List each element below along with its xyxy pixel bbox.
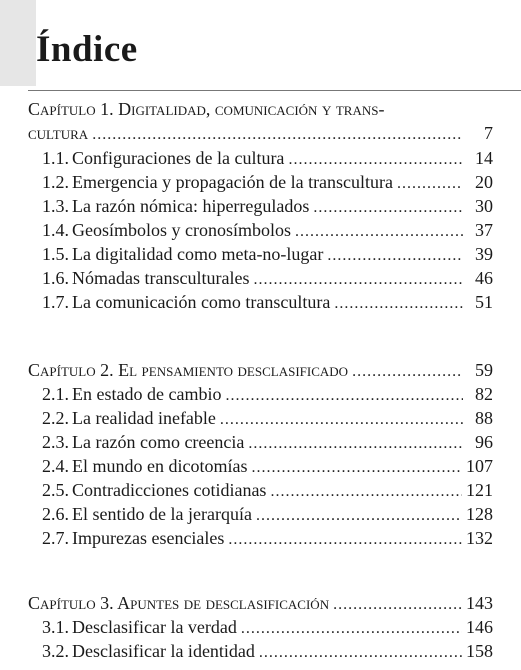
toc-entry-3-2 <box>42 639 493 663</box>
entry-number: 1.4. <box>42 220 69 240</box>
dot-leader <box>241 617 462 641</box>
toc-entry-2-4 <box>42 454 493 478</box>
toc-entry-2-2 <box>42 406 493 430</box>
toc-entry-3-1 <box>42 615 493 639</box>
entry-page: 146 <box>466 617 493 637</box>
entry-number: 1.2. <box>42 172 69 192</box>
chapter-2-page: 59 <box>475 360 493 380</box>
dot-leader <box>352 360 463 384</box>
entry-number: 2.6. <box>42 504 69 524</box>
entry-page: 14 <box>475 148 493 168</box>
entry-title: Desclasificar la verdad <box>72 617 237 637</box>
chapter-1-heading-continuation: cultura <box>28 123 89 143</box>
dot-leader <box>248 432 463 456</box>
entry-number: 2.4. <box>42 456 69 476</box>
toc-entry-1-6 <box>42 266 493 290</box>
entry-page: 37 <box>475 220 493 240</box>
chapter-1-page: 7 <box>484 123 493 143</box>
chapter-2-heading <box>28 358 493 382</box>
entry-page: 51 <box>475 292 493 312</box>
dot-leader <box>251 456 462 480</box>
entry-title: La razón nómica: hiperregulados <box>72 196 310 216</box>
toc-entry-1-5 <box>42 242 493 266</box>
entry-number: 1.6. <box>42 268 69 288</box>
dot-leader <box>220 408 463 432</box>
entry-number: 2.7. <box>42 528 69 548</box>
entry-title: Configuraciones de la cultura <box>72 148 285 168</box>
toc-entry-1-7 <box>42 290 493 314</box>
chapter-2-title: Capítulo 2. El pensamiento desclasificado <box>28 360 349 380</box>
entry-title: Emergencia y propagación de la transcultura <box>72 172 394 192</box>
dot-leader <box>225 384 463 408</box>
dot-leader <box>334 292 463 316</box>
toc-entry-2-1 <box>42 382 493 406</box>
entry-title: Geosímbolos y cronosímbolos <box>72 220 291 240</box>
entry-title: La comunicación como transcultura <box>72 292 331 312</box>
dot-leader <box>253 268 463 292</box>
entry-number: 2.1. <box>42 384 69 404</box>
entry-page: 30 <box>475 196 493 216</box>
entry-title: El sentido de la jerarquía <box>72 504 252 524</box>
entry-number: 2.5. <box>42 480 69 500</box>
dot-leader <box>228 528 462 552</box>
entry-title: Contradicciones cotidianas <box>72 480 267 500</box>
dot-leader <box>259 641 462 665</box>
entry-number: 1.7. <box>42 292 69 312</box>
chapter-3-page: 143 <box>466 593 493 613</box>
dot-leader <box>288 148 463 172</box>
toc-entry-1-4 <box>42 218 493 242</box>
dot-leader <box>313 196 463 220</box>
entry-number: 2.3. <box>42 432 69 452</box>
dot-leader <box>92 123 463 147</box>
dot-leader <box>333 593 462 617</box>
page-title: Índice <box>36 29 138 70</box>
entry-page: 107 <box>466 456 493 476</box>
chapter-3-heading <box>28 591 493 615</box>
entry-page: 88 <box>475 408 493 428</box>
entry-page: 96 <box>475 432 493 452</box>
toc-entry-2-7 <box>42 526 493 550</box>
toc-entry-1-3 <box>42 194 493 218</box>
entry-title: Nómadas transculturales <box>72 268 250 288</box>
entry-title: La realidad inefable <box>72 408 216 428</box>
chapter-1-heading-line2 <box>28 121 493 145</box>
entry-title: La razón como creencia <box>72 432 245 452</box>
chapter-1-heading-line1: Capítulo 1. Digitalidad, comunicación y trans- <box>28 99 385 119</box>
toc-entry-2-6 <box>42 502 493 526</box>
entry-page: 20 <box>475 172 493 192</box>
chapter-3-title: Capítulo 3. Apuntes de desclasificación <box>28 593 330 613</box>
dot-leader <box>295 220 463 244</box>
title-divider <box>28 90 521 91</box>
entry-number: 1.1. <box>42 148 69 168</box>
dot-leader <box>270 480 462 504</box>
entry-number: 2.2. <box>42 408 69 428</box>
entry-title: El mundo en dicotomías <box>72 456 248 476</box>
entry-title: En estado de cambio <box>72 384 222 404</box>
entry-page: 82 <box>475 384 493 404</box>
entry-page: 128 <box>466 504 493 524</box>
entry-title: Impurezas esenciales <box>72 528 225 548</box>
entry-page: 158 <box>466 641 493 661</box>
entry-page: 132 <box>466 528 493 548</box>
title-shade-block <box>0 0 36 86</box>
dot-leader <box>256 504 462 528</box>
toc-entry-2-3 <box>42 430 493 454</box>
entry-title: Desclasificar la identidad <box>72 641 255 661</box>
entry-page: 121 <box>466 480 493 500</box>
entry-title: La digitalidad como meta-no-lugar <box>72 244 324 264</box>
toc-entry-1-2 <box>42 170 493 194</box>
dot-leader <box>397 172 463 196</box>
entry-number: 3.1. <box>42 617 69 637</box>
entry-page: 46 <box>475 268 493 288</box>
entry-number: 1.3. <box>42 196 69 216</box>
dot-leader <box>327 244 463 268</box>
entry-number: 1.5. <box>42 244 69 264</box>
toc-entry-2-5 <box>42 478 493 502</box>
entry-page: 39 <box>475 244 493 264</box>
entry-number: 3.2. <box>42 641 69 661</box>
toc-entry-1-1 <box>42 146 493 170</box>
